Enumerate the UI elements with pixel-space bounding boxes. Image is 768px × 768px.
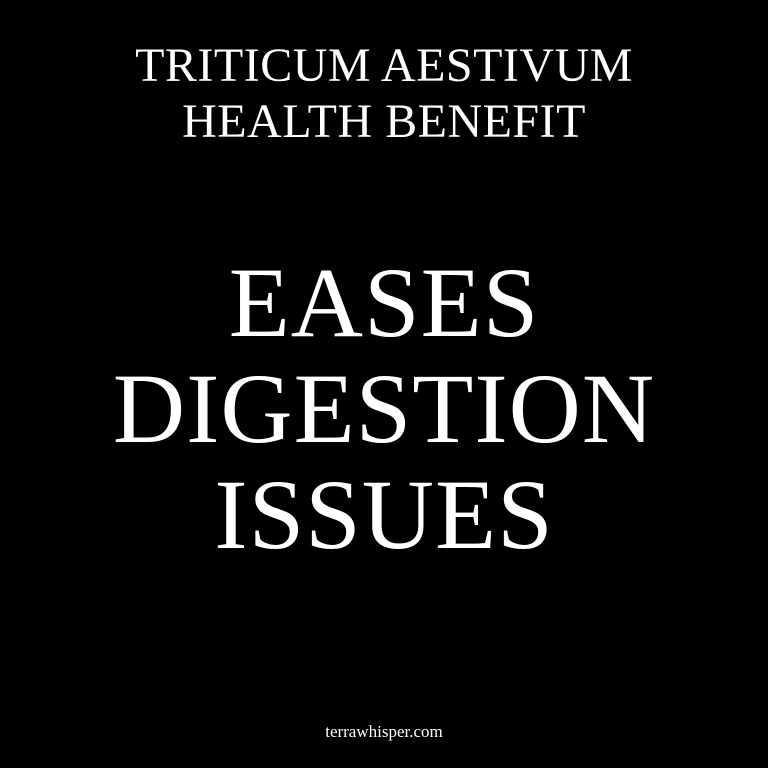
benefit-subtitle: HEALTH BENEFIT [182, 95, 586, 148]
headline-line-3: ISSUES [214, 459, 554, 570]
headline-line-1: EASES [228, 247, 540, 358]
site-credit: terrawhisper.com [325, 722, 443, 741]
plant-name-title: TRITICUM AESTIVUM [135, 39, 633, 92]
headline-line-2: DIGESTION [112, 353, 656, 464]
benefit-headline [0, 247, 768, 570]
card-header [0, 38, 768, 150]
